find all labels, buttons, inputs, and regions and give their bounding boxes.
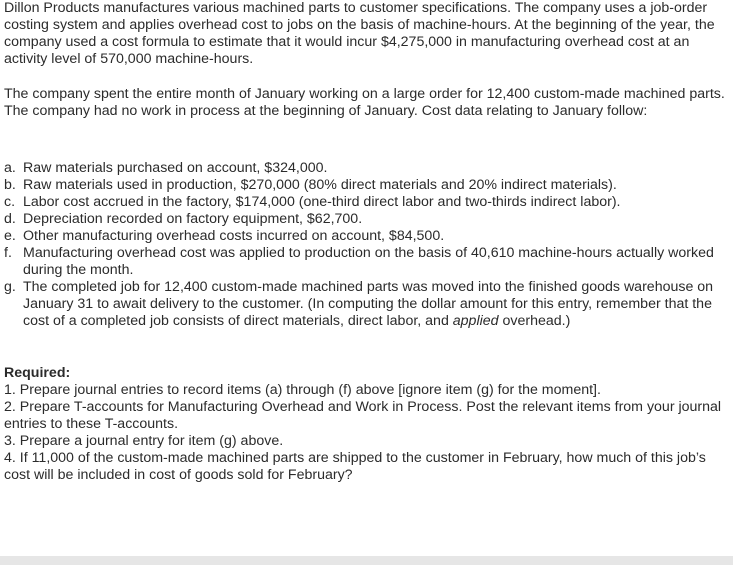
cost-data-list	[4, 160, 730, 330]
list-item	[4, 177, 730, 194]
list-item	[4, 228, 730, 245]
item-text: Depreciation recorded on factory equipment, $62,700.	[23, 211, 363, 227]
item-text-after: overhead.)	[498, 313, 571, 329]
item-text: Labor cost accrued in the factory, $174,000 (one-third direct labor and two-thirds indirect labor).	[23, 194, 621, 210]
item-text: Manufacturing overhead cost was applied to production on the basis of 40,610 machine-hours actually worked during the month.	[23, 245, 714, 278]
horizontal-scrollbar[interactable]	[0, 556, 733, 565]
item-marker: d.	[4, 211, 16, 227]
list-item	[4, 160, 730, 177]
item-text-before: The completed job for 12,400 custom-made machined parts was moved into the finished goods warehouse on January 31 to await delivery to the customer. (In computing the dollar amount for this entry, remember that the cost of a completed job consists of direct materials, direct labor, and	[23, 279, 714, 329]
problem-document	[4, 0, 730, 484]
item-marker: f.	[4, 245, 12, 261]
required-heading: Required:	[4, 365, 71, 381]
intro-paragraph: Dillon Products manufactures various machined parts to customer specifications. The company uses a job-order costing system and applies overhead cost to jobs on the basis of machine-hours. At the beginning of the year, the company used a cost formula to estimate that it would incur $4,275,000 in manufacturing overhead cost at an activity level of 570,000 machine-hours.	[4, 0, 715, 67]
list-item-g	[4, 279, 730, 330]
item-marker: a.	[4, 160, 16, 176]
item-marker: e.	[4, 228, 16, 244]
list-item	[4, 211, 730, 228]
list-item	[4, 245, 730, 279]
item-marker: c.	[4, 194, 16, 210]
required-item: 2. Prepare T-accounts for Manufacturing Overhead and Work in Process. Post the relevant items from your journal entries to these T-accounts.	[4, 399, 722, 432]
item-text-emphasis: applied	[452, 313, 499, 329]
required-item: 1. Prepare journal entries to record items (a) through (f) above [ignore item (g) for the moment].	[4, 382, 601, 398]
item-text: Raw materials used in production, $270,000 (80% direct materials and 20% indirect materials).	[23, 177, 617, 193]
required-list	[4, 382, 730, 484]
intro-paragraph-2: The company spent the entire month of January working on a large order for 12,400 custom-made machined parts. The company had no work in process at the beginning of January. Cost data relating to January follow:	[4, 86, 725, 119]
item-text: Raw materials purchased on account, $324,000.	[23, 160, 328, 176]
list-item	[4, 194, 730, 211]
item-text: Other manufacturing overhead costs incurred on account, $84,500.	[23, 228, 445, 244]
item-marker: b.	[4, 177, 16, 193]
required-item: 3. Prepare a journal entry for item (g) above.	[4, 433, 284, 449]
item-marker: g.	[4, 279, 16, 295]
required-item: 4. If 11,000 of the custom-made machined parts are shipped to the customer in February, how much of this job’s cost will be included in cost of goods sold for February?	[4, 450, 706, 483]
